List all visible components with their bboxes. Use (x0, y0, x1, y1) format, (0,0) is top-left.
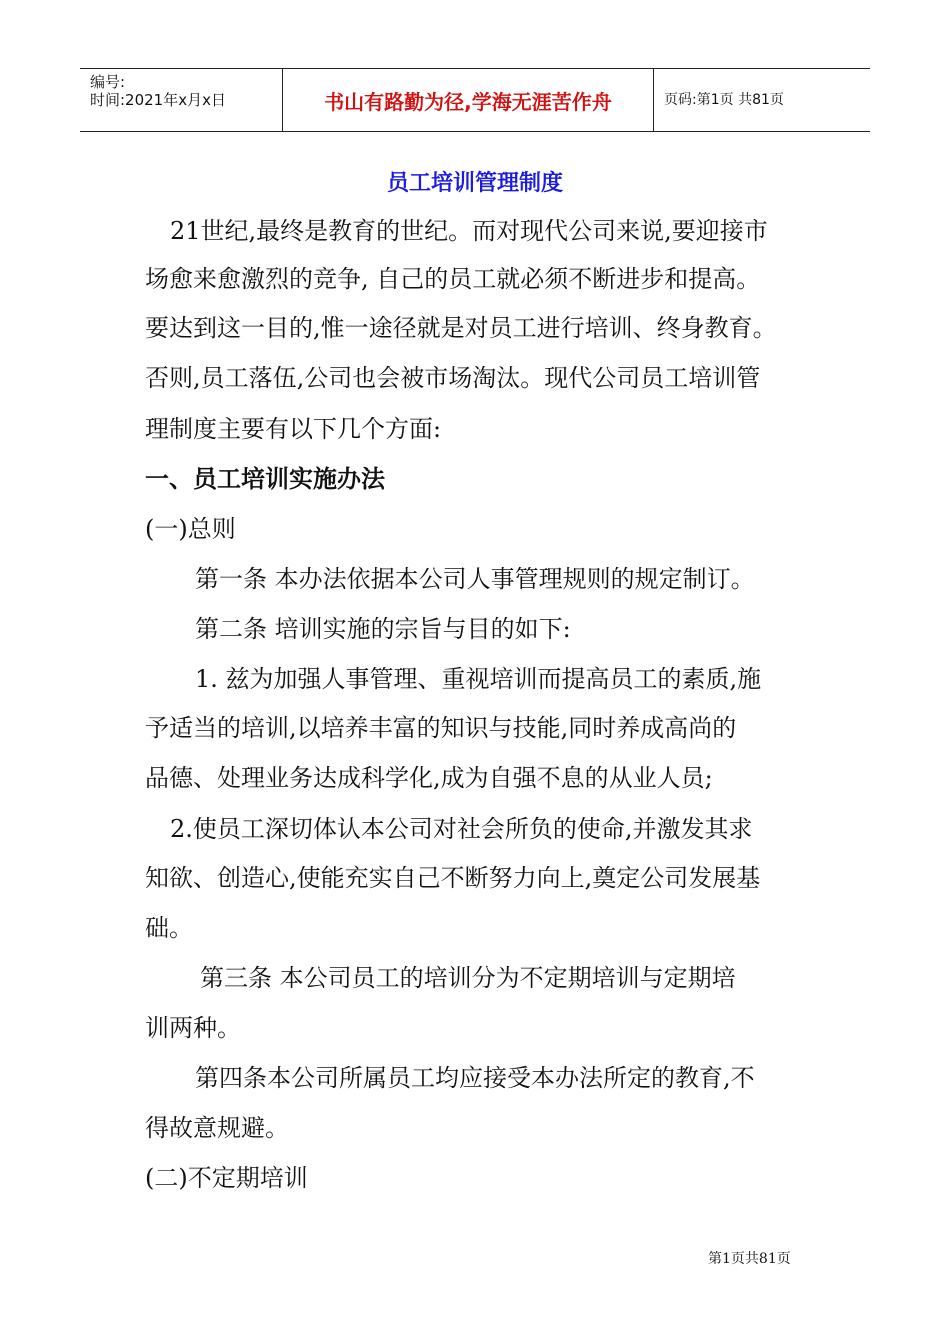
subsection-heading: (二)不定期培训 (145, 1164, 308, 1192)
document-header (80, 68, 870, 132)
item-2-line: 知欲、创造心,使能充实自己不断努力向上,奠定公司发展基 (145, 864, 761, 892)
intro-line: 理制度主要有以下几个方面: (145, 415, 442, 443)
article-4-line: 得故意规避。 (145, 1114, 289, 1142)
intro-line: 场愈来愈激烈的竞争, 自己的员工就必须不断进步和提高。 (145, 265, 761, 293)
article-2: 第二条 培训实施的宗旨与目的如下: (195, 615, 571, 643)
document-title: 员工培训管理制度 (386, 171, 563, 196)
article-3-line: 训两种。 (145, 1014, 241, 1042)
page-footer: 第1页共81页 (708, 1251, 791, 1267)
subsection-heading: (一)总则 (145, 515, 236, 543)
intro-line: 要达到这一目的,惟一途径就是对员工进行培训、终身教育。 (145, 314, 777, 342)
item-1-line: 1. 兹为加强人事管理、重视培训而提高员工的素质,施 (195, 665, 762, 693)
document-date-label: 时间:2021年x月x日 (90, 91, 226, 109)
item-1-line: 予适当的培训,以培养丰富的知识与技能,同时养成高尚的 (145, 714, 737, 742)
header-meta-cell (80, 69, 283, 131)
document-number-label: 编号: (90, 73, 126, 91)
header-page-info: 页码:第1页 共81页 (664, 92, 784, 108)
article-1: 第一条 本办法依据本公司人事管理规则的规定制订。 (195, 565, 755, 593)
header-motto: 书山有路勤为径,学海无涯苦作舟 (324, 90, 612, 114)
section-heading: 一、员工培训实施办法 (145, 465, 385, 493)
header-motto-cell (283, 69, 654, 131)
article-3-line: 第三条 本公司员工的培训分为不定期培训与定期培 (200, 964, 736, 992)
intro-line: 否则,员工落伍,公司也会被市场淘汰。现代公司员工培训管 (145, 364, 761, 392)
item-2-line: 2.使员工深切体认本公司对社会所负的使命,并激发其求 (170, 815, 753, 843)
header-page-cell (654, 69, 870, 131)
item-2-line: 础。 (145, 914, 193, 942)
intro-line: 21世纪,最终是教育的世纪。而对现代公司来说,要迎接市 (170, 217, 768, 245)
item-1-line: 品德、处理业务达成科学化,成为自强不息的从业人员; (145, 764, 713, 792)
article-4-line: 第四条本公司所属员工均应接受本办法所定的教育,不 (195, 1064, 755, 1092)
